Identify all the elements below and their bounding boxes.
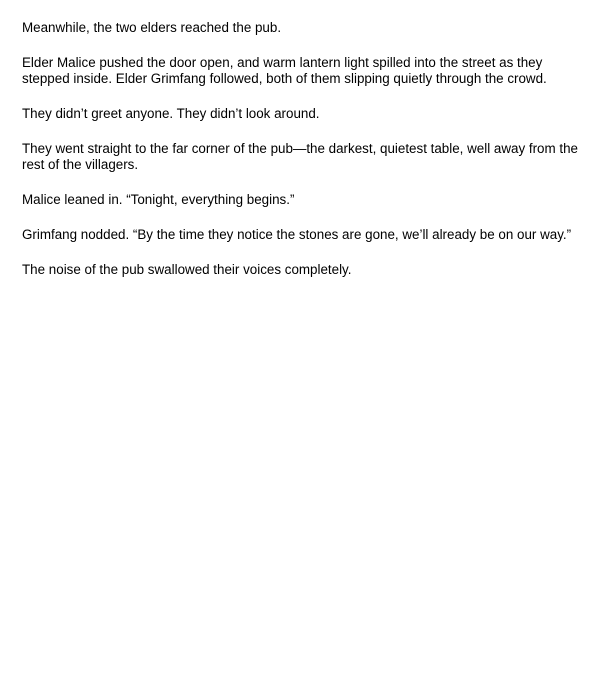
paragraph: Meanwhile, the two elders reached the pub. xyxy=(22,20,282,35)
paragraph: The noise of the pub swallowed their voices completely. xyxy=(22,262,352,277)
paragraph: Elder Malice pushed the door open, and warm lantern light spilled into the street as they stepped inside. Elder Grimfang followed, both of them slipping quietly through the crowd. xyxy=(22,55,547,86)
paragraph: They went straight to the far corner of the pub—the darkest, quietest table, well away from the rest of the villagers. xyxy=(22,141,578,172)
paragraph: They didn’t greet anyone. They didn’t look around. xyxy=(22,106,320,121)
paragraph: Malice leaned in. “Tonight, everything begins.” xyxy=(22,192,295,207)
paragraph: Grimfang nodded. “By the time they notice the stones are gone, we’ll already be on our way.” xyxy=(22,227,572,242)
